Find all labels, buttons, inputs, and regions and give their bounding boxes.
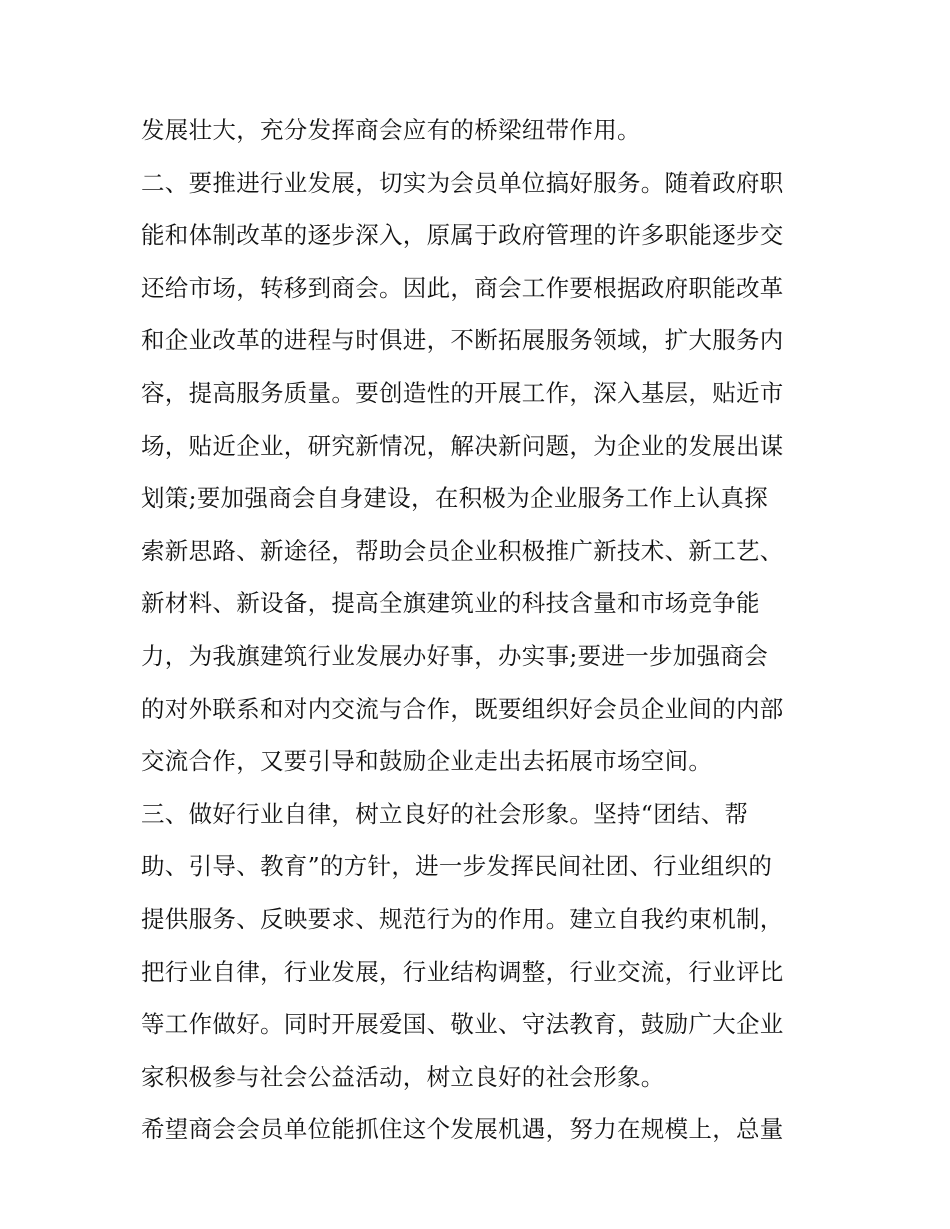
text-line: 容，提高服务质量。要创造性的开展工作，深入基层，贴近市 <box>141 378 784 407</box>
text-line: 二、要推进行业发展，切实为会员单位搞好服务。随着政府职 <box>141 168 784 197</box>
text-line: 家积极参与社会公益活动，树立良好的社会形象。 <box>141 1062 665 1091</box>
text-line: 新材料、新设备，提高全旗建筑业的科技含量和市场竞争能 <box>141 589 760 618</box>
text-line: 力，为我旗建筑行业发展办好事，办实事;要进一步加强商会 <box>141 641 769 670</box>
text-line: 助、引导、教育”的方针，进一步发挥民间社团、行业组织的 <box>141 852 773 881</box>
text-line: 场，贴近企业，研究新情况，解决新问题，为企业的发展出谋 <box>141 431 784 460</box>
text-line: 三、做好行业自律，树立良好的社会形象。坚持“团结、帮 <box>141 799 749 828</box>
text-line: 索新思路、新途径，帮助会员企业积极推广新技术、新工艺、 <box>141 536 784 565</box>
text-line: 还给市场，转移到商会。因此，商会工作要根据政府职能改革 <box>141 273 784 302</box>
text-line: 和企业改革的进程与时俱进，不断拓展服务领域，扩大服务内 <box>141 326 784 355</box>
body-text <box>141 104 831 1156</box>
text-line: 交流合作，又要引导和鼓励企业走出去拓展市场空间。 <box>141 747 713 776</box>
text-line: 划策;要加强商会自身建设，在积极为企业服务工作上认真探 <box>141 484 769 513</box>
text-line: 的对外联系和对内交流与合作，既要组织好会员企业间的内部 <box>141 694 784 723</box>
text-line: 发展壮大，充分发挥商会应有的桥梁纽带作用。 <box>141 116 641 144</box>
text-line: 等工作做好。同时开展爱国、敬业、守法教育，鼓励广大企业 <box>141 1010 784 1039</box>
text-line: 提供服务、反映要求、规范行为的作用。建立自我约束机制， <box>141 904 784 933</box>
text-line: 能和体制改革的逐步深入，原属于政府管理的许多职能逐步交 <box>141 221 784 250</box>
text-line: 把行业自律，行业发展，行业结构调整，行业交流，行业评比 <box>141 957 784 986</box>
text-line: 希望商会会员单位能抓住这个发展机遇，努力在规模上，总量 <box>141 1115 784 1144</box>
